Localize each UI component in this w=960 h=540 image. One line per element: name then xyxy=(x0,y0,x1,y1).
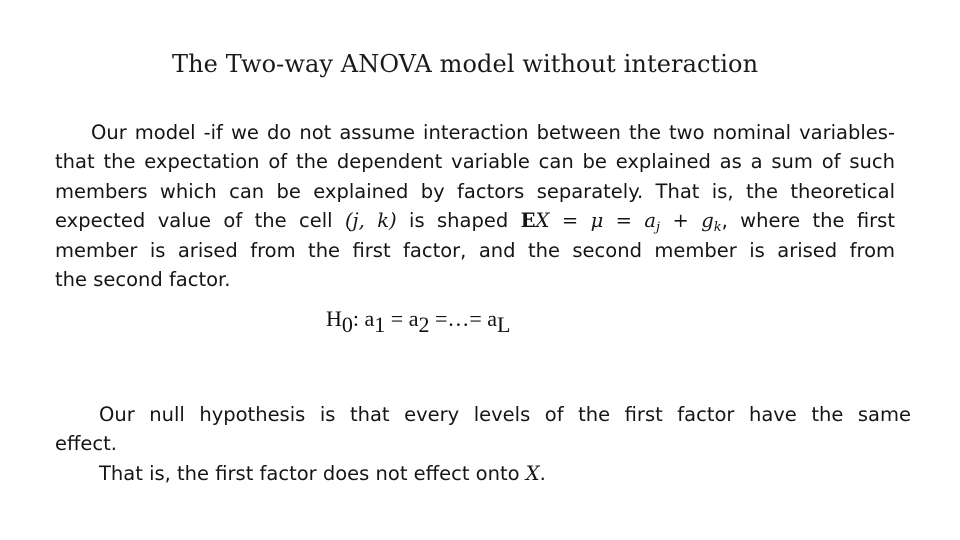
subscript: 0 xyxy=(341,312,353,337)
formula-segment: = μ = a xyxy=(549,209,657,233)
paragraph-line: member is arised from the first factor, and the second member is arised from xyxy=(55,238,895,262)
null-hypothesis-paragraph xyxy=(55,400,911,488)
cell-index: (j, k) xyxy=(344,209,397,233)
formula-segment: : a xyxy=(352,306,375,331)
paragraph-line: Our model -if we do not assume interaction between the two nominal variables- xyxy=(91,121,895,144)
subscript-j: j xyxy=(656,220,661,236)
hypothesis-symbol: H xyxy=(326,306,342,331)
text-segment: , where the first xyxy=(721,209,895,233)
null-hypothesis-formula xyxy=(326,306,511,338)
formula-segment: = a xyxy=(385,306,419,331)
text-segment: . xyxy=(539,461,546,485)
paragraph-line: the second factor. xyxy=(55,267,231,291)
paragraph-line: that the expectation of the dependent variable can be explained as a sum of such xyxy=(55,150,895,174)
subscript: 1 xyxy=(374,312,386,337)
subscript: 2 xyxy=(418,312,430,337)
formula-segment: + g xyxy=(660,209,714,233)
paragraph-line: effect. xyxy=(55,432,117,456)
text-segment: expected value of the cell xyxy=(55,209,345,233)
expectation-operator: E xyxy=(520,209,536,233)
paragraph-line xyxy=(55,459,895,488)
paragraph-line-formula xyxy=(55,206,895,235)
text-segment: is shaped xyxy=(396,209,521,233)
variable-x: X xyxy=(525,461,540,485)
slide-title: The Two-way ANOVA model without interaction xyxy=(172,50,759,78)
variable-x: X xyxy=(535,209,550,233)
model-paragraph xyxy=(55,118,895,294)
subscript: L xyxy=(497,312,511,337)
formula-segment: =…= a xyxy=(429,306,498,331)
paragraph-line: Our null hypothesis is that every levels of the first factor have the same xyxy=(99,403,911,426)
text-segment: That is, the first factor does not effect onto xyxy=(99,461,526,485)
paragraph-line: members which can be explained by factors separately. That is, the theoretical xyxy=(55,179,895,203)
subscript-k: k xyxy=(713,220,722,236)
